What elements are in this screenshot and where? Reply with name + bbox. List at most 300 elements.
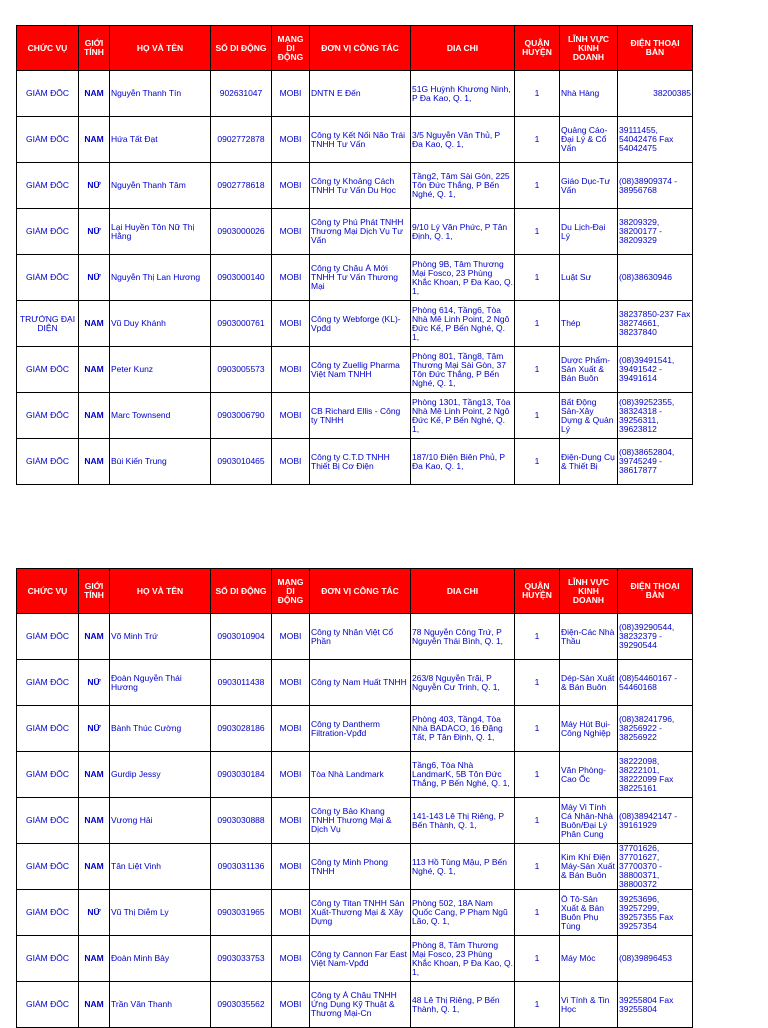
name-text: Võ Minh Trứ [111,632,158,641]
cell-company [310,255,411,301]
mobile-text: 0903035562 [217,1000,265,1009]
gender-text: NỮ [87,227,101,236]
district-text: 1 [534,724,540,733]
cell-district [515,393,560,439]
cell-phone [618,890,693,936]
cell-address [411,706,515,752]
gender-text: NỮ [87,908,101,917]
cell-name [110,936,211,982]
cell-mobile [211,752,272,798]
cell-phone [618,439,693,485]
field-text: Dép-Sản Xuất & Bán Buôn [561,673,615,692]
cell-network [272,660,310,706]
name-text: Marc Townsend [111,411,171,420]
cell-district [515,844,560,890]
cell-phone [618,255,693,301]
cell-company [310,439,411,485]
network-text: MOBI [279,770,302,779]
table-row [17,614,693,660]
cell-mobile [211,255,272,301]
company-text: Tòa Nhà Landmark [311,770,384,779]
field-text: Giáo Dục-Tư Vấn [561,176,611,195]
name-text: Vũ Thị Diễm Ly [111,908,169,917]
phone-header: ĐIỆN THOẠI BÀN [618,26,693,71]
cell-mobile [211,614,272,660]
cell-name [110,844,211,890]
table-row [17,982,693,1028]
cell-gender [79,255,110,301]
gender-header: GIỚI TÍNH [79,569,110,614]
network-text: MOBI [279,862,302,871]
cell-role [17,752,79,798]
company-text: Công ty Á Châu TNHH Ứng Dụng Kỹ Thuật & Thương Mại-Cn [311,991,397,1018]
address-text: Tầng2, Tâm Sài Gòn, 225 Tôn Đức Thắng, P Bến Nghé, Q. 1, [412,172,510,199]
cell-phone [618,660,693,706]
cell-gender [79,439,110,485]
cell-name [110,706,211,752]
gender-text: NAM [84,457,104,466]
cell-field [560,347,618,393]
name-text: Peter Kunz [111,365,154,374]
cell-company [310,982,411,1028]
role-text: GIÁM ĐỐC [26,411,69,420]
cell-network [272,71,310,117]
cell-network [272,301,310,347]
table-row [17,301,693,347]
name-text: Nguyễn Thanh Tín [111,89,182,98]
cell-company [310,752,411,798]
name-text: Vương Hải [111,816,153,825]
cell-phone [618,982,693,1028]
phone-text: (08)38241796, 38256922 - 38256922 [619,715,675,742]
cell-gender [79,752,110,798]
mobile-text: 0903010465 [217,457,265,466]
district-text: 1 [534,365,540,374]
address-header: DIA CHI [411,26,515,71]
address-text: 113 Hồ Tùng Mậu, P Bến Nghé, Q. 1, [412,857,507,876]
cell-role [17,439,79,485]
cell-gender [79,844,110,890]
company-text: Công ty Zuellig Pharma Việt Nam TNHH [311,360,400,379]
cell-gender [79,706,110,752]
cell-field [560,936,618,982]
field-text: Du Lịch-Đại Lý [561,222,606,241]
cell-district [515,301,560,347]
mobile-text: 0903033753 [217,954,265,963]
address-text: 51G Huỳnh Khương Ninh, P Đa Kao, Q. 1, [412,84,511,103]
cell-phone [618,614,693,660]
name-text: Tân Liệt Vinh [111,862,161,871]
district-text: 1 [534,816,540,825]
company-header: ĐƠN VỊ CÔNG TÁC [310,569,411,614]
address-text: 78 Nguyễn Công Trứ, P Nguyễn Thái Bình, Q. 1, [412,627,504,646]
network-header: MẠNG DI ĐỘNG [272,26,310,71]
cell-name [110,439,211,485]
gender-text: NAM [84,319,104,328]
name-text: Vũ Duy Khánh [111,319,166,328]
table-row [17,255,693,301]
cell-mobile [211,798,272,844]
field-text: Máy Móc [561,954,596,963]
cell-phone [618,844,693,890]
cell-district [515,890,560,936]
contact-table-2 [16,568,693,1028]
district-text: 1 [534,273,540,282]
gender-text: NAM [84,365,104,374]
field-text: Bất Động Sản-Xây Dựng & Quản Lý [561,397,614,434]
cell-role [17,844,79,890]
cell-address [411,71,515,117]
cell-address [411,255,515,301]
field-header: LĨNH VỰC KINH DOANH [560,569,618,614]
table-row [17,117,693,163]
cell-address [411,301,515,347]
cell-role [17,798,79,844]
field-text: Văn Phòng-Cao Ốc [561,765,606,784]
name-text: Trần Văn Thanh [111,1000,172,1009]
cell-name [110,117,211,163]
gender-text: NAM [84,1000,104,1009]
cell-gender [79,614,110,660]
role-text: TRƯỞNG ĐẠI DIỆN [19,314,76,333]
table-row [17,393,693,439]
cell-phone [618,347,693,393]
cell-district [515,660,560,706]
cell-district [515,209,560,255]
cell-address [411,936,515,982]
cell-role [17,71,79,117]
table-row [17,752,693,798]
address-text: Phòng 801, Tầng8, Tâm Thương Mại Sài Gòn, 37 Tôn Đức Thắng, P Bến Nghé, Q. 1, [412,351,506,388]
company-text: Công ty Webforge (KL)-Vpđd [311,314,401,333]
phone-text: 39255804 Fax 39255804 [619,995,674,1014]
address-text: Phòng 614, Tầng6, Tòa Nhà Mê Linh Point, 2 Ngô Đức Kế, P Bến Nghé, Q. 1, [412,305,510,342]
cell-name [110,798,211,844]
cell-company [310,347,411,393]
cell-district [515,255,560,301]
cell-address [411,844,515,890]
cell-role [17,890,79,936]
cell-role [17,936,79,982]
field-header: LĨNH VỰC KINH DOANH [560,26,618,71]
cell-name [110,347,211,393]
address-text: Phòng 403, Tầng4, Tòa Nhà BADACO, 16 Đặng Tất, P Tân Định, Q. 1, [412,715,503,742]
address-header: DIA CHI [411,569,515,614]
cell-address [411,117,515,163]
address-text: 187/10 Điện Biên Phủ, P Đa Kao, Q. 1, [412,452,505,471]
cell-company [310,614,411,660]
cell-field [560,117,618,163]
cell-network [272,255,310,301]
cell-gender [79,660,110,706]
field-text: Kim Khí Điện Máy-Sản Xuất & Bán Buôn [561,853,615,880]
cell-district [515,752,560,798]
company-text: Công ty Châu Á Mới TNHH Tư Vấn Thương Mại [311,264,399,291]
cell-name [110,163,211,209]
cell-gender [79,117,110,163]
phone-text: 38200385 [653,89,691,98]
field-text: Luật Sư [561,273,592,282]
network-header: MẠNG DI ĐỘNG [272,569,310,614]
cell-district [515,614,560,660]
table-row [17,439,693,485]
company-text: Công ty Khoảng Cách TNHH Tư Vấn Du Học [311,176,396,195]
table-row [17,209,693,255]
gender-text: NAM [84,89,104,98]
phone-text: (08)54460167 - 54460168 [619,673,678,692]
address-text: Phòng 1301, Tầng13, Tòa Nhà Mê Linh Point, 2 Ngô Đức Kế, P Bến Nghé, Q. 1, [412,397,511,434]
cell-name [110,301,211,347]
cell-district [515,71,560,117]
field-text: Nhà Hàng [561,89,600,98]
cell-name [110,614,211,660]
cell-gender [79,209,110,255]
cell-district [515,439,560,485]
cell-field [560,844,618,890]
mobile-text: 0903000026 [217,227,265,236]
role-text: GIÁM ĐỐC [26,862,69,871]
district-text: 1 [534,227,540,236]
cell-field [560,890,618,936]
company-text: Công ty Nam Huất TNHH [311,678,407,687]
role-text: GIÁM ĐỐC [26,181,69,190]
phone-text: (08)38630946 [619,273,672,282]
cell-mobile [211,844,272,890]
cell-phone [618,301,693,347]
role-text: GIÁM ĐỐC [26,273,69,282]
phone-text: 37701626, 37701627, 37700370 - 38800371, 38800372 [619,844,663,889]
field-text: Điện-Dụng Cụ & Thiết Bị [561,452,615,471]
role-text: GIÁM ĐỐC [26,770,69,779]
mobile-text: 0903030888 [217,816,265,825]
cell-company [310,163,411,209]
address-text: 9/10 Lý Văn Phức, P Tân Định, Q. 1, [412,222,508,241]
table-row [17,798,693,844]
field-text: Vi Tính & Tin Học [561,995,610,1014]
header-row [17,26,693,71]
network-text: MOBI [279,135,302,144]
role-text: GIÁM ĐỐC [26,724,69,733]
cell-phone [618,798,693,844]
cell-field [560,706,618,752]
network-text: MOBI [279,1000,302,1009]
field-text: Máy Hút Bụi-Công Nghiệp [561,719,611,738]
phone-text: 38237850-237 Fax 38274661, 38237840 [619,310,691,337]
gender-text: NỮ [87,724,101,733]
cell-network [272,936,310,982]
cell-field [560,209,618,255]
cell-district [515,347,560,393]
district-text: 1 [534,862,540,871]
cell-network [272,798,310,844]
phone-text: 39111455, 54042476 Fax 54042475 [619,126,674,153]
address-text: 48 Lê Thị Riêng, P Bến Thành, Q. 1, [412,995,500,1014]
company-text: Công ty C.T.D TNHH Thiết Bị Cơ Điện [311,452,390,471]
cell-company [310,71,411,117]
cell-district [515,982,560,1028]
phone-text: 39253696, 39257299, 39257355 Fax 39257354 [619,894,674,931]
cell-gender [79,163,110,209]
table-row [17,163,693,209]
network-text: MOBI [279,816,302,825]
network-text: MOBI [279,908,302,917]
cell-address [411,347,515,393]
role-text: GIÁM ĐỐC [26,457,69,466]
role-text: GIÁM ĐỐC [26,135,69,144]
gender-text: NỮ [87,181,101,190]
cell-network [272,163,310,209]
district-text: 1 [534,89,540,98]
phone-text: 38222098, 38222101, 38222099 Fax 38225161 [619,756,674,793]
company-text: Công ty Minh Phong TNHH [311,857,389,876]
address-text: Phòng 9B, Tâm Thương Mại Fosco, 23 Phùng Khắc Khoan, P Đa Kao, Q. 1, [412,259,513,296]
header-row [17,569,693,614]
network-text: MOBI [279,678,302,687]
cell-company [310,844,411,890]
cell-role [17,209,79,255]
table-row [17,71,693,117]
district-text: 1 [534,411,540,420]
cell-address [411,614,515,660]
cell-gender [79,890,110,936]
table-row [17,936,693,982]
cell-network [272,393,310,439]
role-text: GIÁM ĐỐC [26,908,69,917]
field-text: Ô Tô-Sản Xuất & Bán Buôn Phụ Tùng [561,894,605,931]
cell-company [310,301,411,347]
cell-mobile [211,301,272,347]
name-text: Đoàn Minh Bảy [111,954,170,963]
district-text: 1 [534,908,540,917]
cell-mobile [211,660,272,706]
cell-company [310,209,411,255]
cell-field [560,393,618,439]
contact-table-1 [16,25,693,485]
role-text: GIÁM ĐỐC [26,89,69,98]
cell-address [411,982,515,1028]
network-text: MOBI [279,181,302,190]
name-text: Nguyễn Thanh Tâm [111,181,186,190]
cell-role [17,393,79,439]
gender-header: GIỚI TÍNH [79,26,110,71]
cell-role [17,255,79,301]
table-row [17,890,693,936]
cell-mobile [211,439,272,485]
network-text: MOBI [279,457,302,466]
company-text: DNTN E Đến [311,89,361,98]
district-text: 1 [534,632,540,641]
cell-address [411,890,515,936]
district-text: 1 [534,770,540,779]
gender-text: NAM [84,770,104,779]
table-row [17,706,693,752]
phone-text: (08)39290544, 38232379 - 39290544 [619,623,675,650]
address-text: 263/8 Nguyễn Trãi, P Nguyễn Cư Trinh, Q. 1, [412,673,500,692]
role-text: GIÁM ĐỐC [26,632,69,641]
table-row [17,347,693,393]
role-text: GIÁM ĐỐC [26,678,69,687]
cell-address [411,752,515,798]
cell-mobile [211,209,272,255]
cell-network [272,706,310,752]
cell-role [17,163,79,209]
name-header: HỌ VÀ TÊN [110,569,211,614]
district-text: 1 [534,1000,540,1009]
cell-address [411,798,515,844]
gender-text: NỮ [87,273,101,282]
phone-header: ĐIỆN THOẠI BÀN [618,569,693,614]
cell-district [515,936,560,982]
cell-district [515,706,560,752]
mobile-text: 0903010904 [217,632,265,641]
cell-network [272,614,310,660]
company-text: CB Richard Ellis - Công ty TNHH [311,406,401,425]
cell-name [110,660,211,706]
cell-gender [79,301,110,347]
district-text: 1 [534,181,540,190]
field-text: Máy Vi Tính Cá Nhân-Nhà Buôn/Đại Lý Phân Cung [561,802,613,839]
role-text: GIÁM ĐỐC [26,365,69,374]
cell-gender [79,936,110,982]
network-text: MOBI [279,227,302,236]
mobile-text: 0903028186 [217,724,265,733]
cell-mobile [211,890,272,936]
cell-phone [618,209,693,255]
cell-mobile [211,393,272,439]
role-text: GIÁM ĐỐC [26,1000,69,1009]
district-header: QUẬN HUYỆN [515,26,560,71]
cell-company [310,660,411,706]
name-text: Bành Thúc Cường [111,724,182,733]
cell-field [560,71,618,117]
cell-company [310,706,411,752]
cell-name [110,890,211,936]
cell-role [17,982,79,1028]
cell-name [110,982,211,1028]
name-text: Bùi Kiến Trung [111,457,167,466]
network-text: MOBI [279,365,302,374]
address-text: Phòng 502, 18A Nam Quốc Cang, P Phạm Ngũ Lão, Q. 1, [412,899,508,926]
network-text: MOBI [279,724,302,733]
mobile-text: 0903030184 [217,770,265,779]
network-text: MOBI [279,89,302,98]
cell-field [560,798,618,844]
mobile-text: 0903005573 [217,365,265,374]
district-text: 1 [534,319,540,328]
address-text: Tầng6, Tòa Nhà LandmarK, 5B Tôn Đức Thắng, P Bến Nghé, Q. 1, [412,761,510,788]
cell-gender [79,71,110,117]
name-text: Lại Huyền Tôn Nữ Thị Hằng [111,222,195,241]
cell-mobile [211,117,272,163]
role-header: CHỨC VỤ [17,26,79,71]
network-text: MOBI [279,632,302,641]
cell-role [17,347,79,393]
network-text: MOBI [279,273,302,282]
table-row [17,844,693,890]
cell-address [411,163,515,209]
mobile-text: 0902772878 [217,135,265,144]
cell-network [272,752,310,798]
phone-text: (08)38909374 - 38956768 [619,176,678,195]
cell-name [110,71,211,117]
gender-text: NAM [84,862,104,871]
mobile-text: 0903006790 [217,411,265,420]
cell-network [272,982,310,1028]
cell-phone [618,752,693,798]
cell-mobile [211,163,272,209]
cell-field [560,660,618,706]
network-text: MOBI [279,319,302,328]
